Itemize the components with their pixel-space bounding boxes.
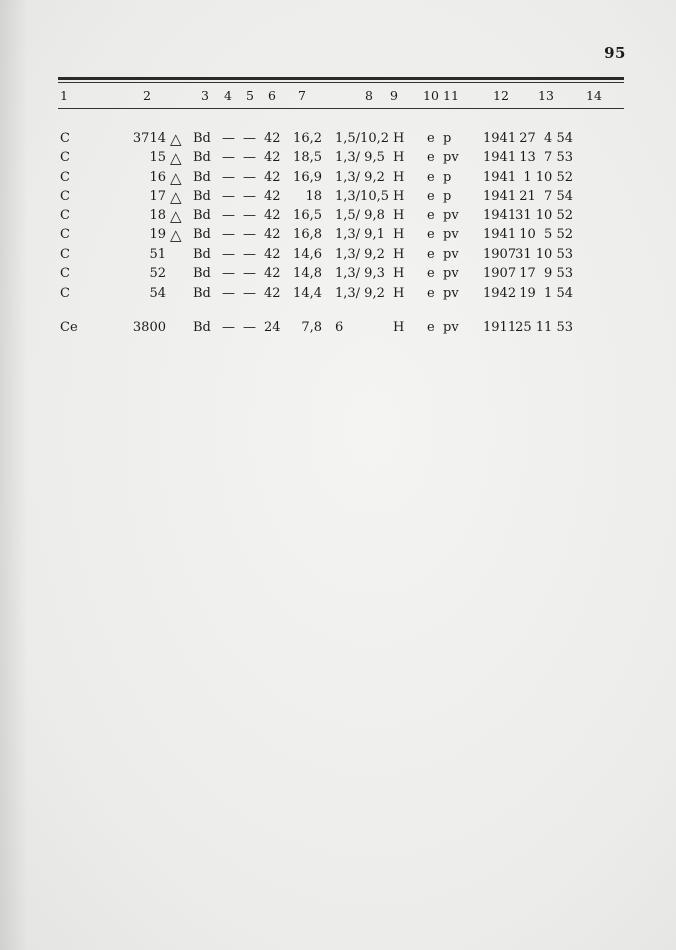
cell-col4: — [222,286,235,301]
cell-number: 3800 [132,320,166,335]
col-header-5: 5 [246,88,254,103]
cell-year: 1907 [483,266,517,281]
cell-bd: Bd [193,170,211,185]
cell-col7: 14,8 [293,266,322,281]
cell-bd: Bd [193,208,211,223]
cell-col9: H [393,320,405,335]
cell-col4: — [222,227,235,242]
cell-col6: 42 [264,208,281,223]
cell-col7: 16,8 [293,227,322,242]
cell-col10: e [427,131,435,146]
cell-col4: — [222,189,235,204]
col-header-1: 1 [60,88,68,103]
cell-col9: H [393,208,405,223]
cell-year: 1941 [483,150,517,165]
cell-col11: pv [443,247,459,262]
cell-col8: 1,3/ 9,2 [335,247,385,262]
table-row [0,320,676,338]
cell-number: 51 [149,247,166,262]
cell-col8: 1,3/ 9,5 [335,150,385,165]
col-header-11: 11 [443,88,459,103]
col-header-4: 4 [224,88,232,103]
col-header-9: 9 [390,88,398,103]
cell-col5: — [243,170,256,185]
cell-class: C [60,208,70,223]
cell-bd: Bd [193,227,211,242]
table-row [0,266,676,284]
cell-col11: p [443,170,452,185]
cell-col10: e [427,286,435,301]
cell-col6: 42 [264,247,281,262]
cell-col7: 16,5 [293,208,322,223]
cell-class: C [60,150,70,165]
cell-number: 18 [149,208,166,223]
page-number: 95 [604,44,626,62]
cell-year: 1941 [483,208,517,223]
table-row [0,131,676,149]
cell-class: C [60,131,70,146]
cell-year: 1942 [483,286,517,301]
table-row [0,170,676,188]
cell-bd: Bd [193,320,211,335]
cell-col11: p [443,131,452,146]
table-top-rule [58,77,624,80]
cell-date: 1 10 52 [523,170,573,185]
cell-col8: 1,3/10,5 [335,189,389,204]
cell-bd: Bd [193,131,211,146]
cell-col4: — [222,150,235,165]
cell-col6: 42 [264,131,281,146]
cell-year: 1941 [483,170,517,185]
cell-col5: — [243,266,256,281]
cell-col7: 18 [305,189,322,204]
table-row [0,247,676,265]
triangle-icon: △ [170,149,182,167]
cell-date: 25 11 53 [515,320,573,335]
cell-class: Ce [60,320,78,335]
cell-date: 13 7 53 [519,150,573,165]
cell-col8: 1,3/ 9,2 [335,286,385,301]
cell-col4: — [222,320,235,335]
cell-date: 27 4 54 [519,131,573,146]
cell-col11: p [443,189,452,204]
cell-col9: H [393,286,405,301]
cell-class: C [60,189,70,204]
cell-col5: — [243,131,256,146]
cell-col8: 1,5/10,2 [335,131,389,146]
cell-col7: 16,2 [293,131,322,146]
col-header-8: 8 [365,88,373,103]
table-row [0,189,676,207]
table-row [0,150,676,168]
triangle-icon: △ [170,226,182,244]
col-header-6: 6 [268,88,276,103]
cell-col6: 42 [264,150,281,165]
cell-year: 1941 [483,227,517,242]
cell-col9: H [393,227,405,242]
table-row [0,286,676,304]
cell-col5: — [243,320,256,335]
cell-col9: H [393,266,405,281]
cell-col9: H [393,150,405,165]
cell-bd: Bd [193,247,211,262]
col-header-14: 14 [586,88,602,103]
cell-number: 3714 [132,131,166,146]
cell-bd: Bd [193,286,211,301]
cell-number: 17 [149,189,166,204]
cell-col5: — [243,189,256,204]
cell-class: C [60,266,70,281]
triangle-icon: △ [170,207,182,225]
cell-col6: 42 [264,286,281,301]
cell-number: 19 [149,227,166,242]
cell-col4: — [222,131,235,146]
cell-col7: 16,9 [293,170,322,185]
cell-col4: — [222,170,235,185]
cell-col10: e [427,189,435,204]
cell-col4: — [222,208,235,223]
cell-col10: e [427,247,435,262]
cell-number: 54 [149,286,166,301]
triangle-icon: △ [170,130,182,148]
cell-date: 17 9 53 [519,266,573,281]
cell-col8: 6 [335,320,344,335]
cell-col5: — [243,247,256,262]
cell-class: C [60,170,70,185]
cell-col10: e [427,208,435,223]
cell-date: 21 7 54 [519,189,573,204]
cell-bd: Bd [193,266,211,281]
cell-date: 10 5 52 [519,227,573,242]
cell-col10: e [427,227,435,242]
cell-col5: — [243,227,256,242]
triangle-icon: △ [170,188,182,206]
cell-col6: 42 [264,170,281,185]
cell-col9: H [393,247,405,262]
cell-col4: — [222,247,235,262]
cell-col8: 1,5/ 9,8 [335,208,385,223]
cell-col10: e [427,170,435,185]
triangle-icon: △ [170,169,182,187]
cell-col11: pv [443,320,459,335]
table-row [0,208,676,226]
cell-date: 31 10 53 [515,247,573,262]
cell-col10: e [427,266,435,281]
cell-bd: Bd [193,150,211,165]
cell-col11: pv [443,227,459,242]
table-top-rule-thin [58,82,624,83]
table-row [0,227,676,245]
col-header-2: 2 [143,88,151,103]
cell-year: 1941 [483,131,517,146]
cell-number: 16 [149,170,166,185]
cell-col5: — [243,150,256,165]
cell-col11: pv [443,208,459,223]
col-header-7: 7 [298,88,306,103]
cell-year: 1907 [483,247,517,262]
cell-col8: 1,3/ 9,1 [335,227,385,242]
cell-bd: Bd [193,189,211,204]
cell-col6: 42 [264,189,281,204]
cell-col5: — [243,208,256,223]
cell-col6: 42 [264,266,281,281]
cell-col4: — [222,266,235,281]
cell-col7: 14,6 [293,247,322,262]
col-header-3: 3 [201,88,209,103]
cell-date: 31 10 52 [515,208,573,223]
cell-class: C [60,247,70,262]
cell-col7: 14,4 [293,286,322,301]
cell-year: 1911 [483,320,517,335]
cell-number: 15 [149,150,166,165]
cell-col11: pv [443,286,459,301]
cell-col6: 42 [264,227,281,242]
cell-col9: H [393,131,405,146]
cell-class: C [60,286,70,301]
cell-year: 1941 [483,189,517,204]
cell-col11: pv [443,266,459,281]
cell-class: C [60,227,70,242]
col-header-13: 13 [538,88,554,103]
cell-date: 19 1 54 [519,286,573,301]
cell-number: 52 [149,266,166,281]
cell-col10: e [427,150,435,165]
cell-col11: pv [443,150,459,165]
cell-col8: 1,3/ 9,2 [335,170,385,185]
cell-col9: H [393,170,405,185]
cell-col7: 7,8 [301,320,322,335]
cell-col9: H [393,189,405,204]
cell-col10: e [427,320,435,335]
cell-col6: 24 [264,320,281,335]
col-header-12: 12 [493,88,509,103]
cell-col7: 18,5 [293,150,322,165]
cell-col8: 1,3/ 9,3 [335,266,385,281]
table-header-rule [58,108,624,109]
cell-col5: — [243,286,256,301]
col-header-10: 10 [423,88,439,103]
